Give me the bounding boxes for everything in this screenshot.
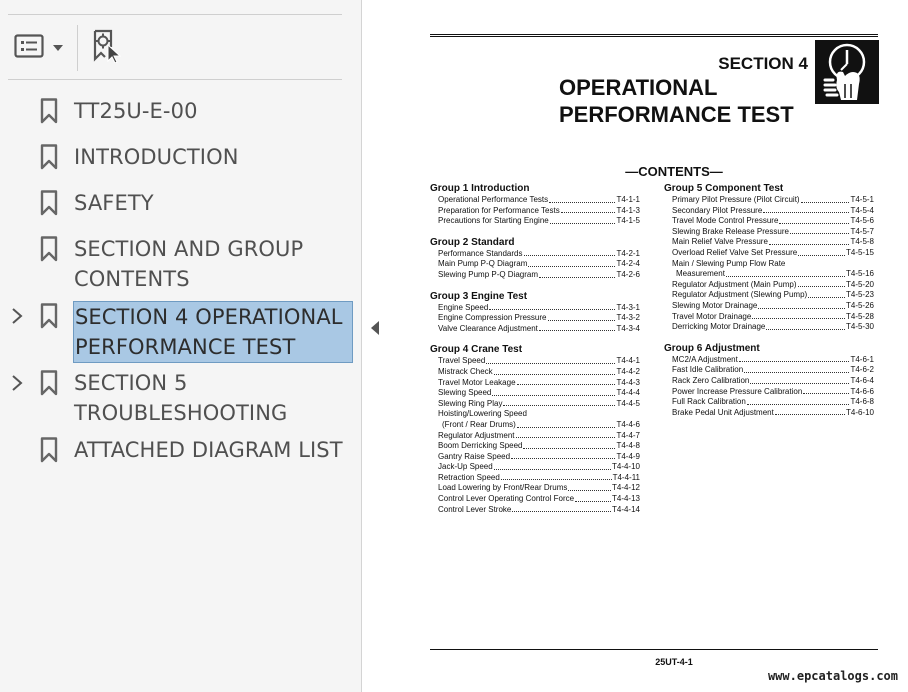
toc-entry-title: Engine Speed	[438, 302, 489, 312]
toc-entry-title: Secondary Pilot Pressure	[672, 205, 763, 215]
toc-page-ref: T4-2-6	[616, 269, 640, 279]
toc-leader	[739, 355, 850, 363]
toc-leader	[501, 473, 612, 481]
bookmark-label-line: ATTACHED DIAGRAM LIST	[74, 438, 343, 462]
section-number: SECTION 4	[718, 54, 808, 73]
toc-page-ref: T4-6-6	[850, 386, 874, 396]
toc-leader	[798, 280, 845, 288]
toc-entry	[664, 259, 874, 270]
toc-group	[430, 237, 640, 281]
toc-entry	[430, 356, 640, 367]
toc-leader	[494, 367, 616, 375]
toc-page-ref: T4-4-9	[616, 451, 640, 461]
toc-entry-title: Rack Zero Calibration	[672, 375, 750, 385]
toc-page-ref: T4-5-8	[850, 237, 874, 247]
toc-entry	[430, 270, 640, 281]
bookmark-label[interactable]	[74, 435, 343, 465]
toc-entry-title: Travel Motor Drainage	[672, 311, 752, 321]
toc-entry-title: Regulator Adjustment	[438, 430, 515, 440]
toc-page-ref: T4-5-6	[850, 216, 874, 226]
toc-page-ref: T4-3-1	[616, 302, 640, 312]
toc-group-title: Group 5 Component Test	[664, 183, 784, 194]
toc-entry	[664, 290, 874, 301]
toc-leader	[512, 505, 611, 513]
options-menu-button[interactable]	[14, 31, 66, 65]
bookmark-label-line: CONTENTS	[74, 267, 190, 291]
toc-page-ref: T4-4-1	[616, 356, 640, 366]
toc-entry	[664, 355, 874, 366]
toc-entry-title: Valve Clearance Adjustment	[438, 323, 538, 333]
header-rule	[430, 34, 878, 37]
toc-entry-title: Measurement	[676, 269, 725, 279]
toc-entry-title: Main / Slewing Pump Flow Rate	[672, 258, 786, 268]
toc-entry-title: Regulator Adjustment (Slewing Pump)	[672, 290, 808, 300]
toc-leader	[561, 206, 616, 214]
bookmark-label[interactable]	[74, 96, 198, 126]
toc-page-ref: T4-4-2	[616, 366, 640, 376]
toc-group	[430, 344, 640, 515]
toc-entry	[430, 441, 640, 452]
bookmark-label-line: SECTION 5	[74, 371, 188, 395]
toc-page-ref: T4-6-8	[850, 397, 874, 407]
toc-entry-title: Brake Pedal Unit Adjustment	[672, 407, 774, 417]
toc-entry-title: Slewing Pump P-Q Diagram	[438, 269, 539, 279]
bookmark-label[interactable]	[74, 234, 303, 294]
toc-page-ref: T4-1-3	[616, 205, 640, 215]
toc-leader	[528, 259, 615, 267]
gauge-hand-icon	[815, 40, 879, 104]
toc-page-ref: T4-4-3	[616, 377, 640, 387]
toc-leader	[786, 259, 873, 267]
toc-entry-title: Boom Derricking Speed	[438, 441, 523, 451]
toc-leader	[803, 387, 849, 395]
toc-entry-title: Overload Relief Valve Set Pressure	[672, 247, 798, 257]
toc-entry-title: Primary Pilot Pressure (Pilot Circuit)	[672, 195, 800, 204]
chevron-down-icon	[52, 39, 64, 57]
toc-entry-title: Control Lever Stroke	[438, 504, 512, 514]
bookmark-icon	[40, 98, 58, 124]
toc-page-ref: T4-4-11	[612, 472, 640, 482]
toc-leader	[548, 313, 616, 321]
toc-entry-title: Regulator Adjustment (Main Pump)	[672, 279, 797, 289]
toolbar-divider	[77, 25, 78, 71]
toc-leader	[486, 356, 615, 364]
toc-leader	[726, 269, 845, 277]
toc-entry-title: Derricking Motor Drainage	[672, 322, 766, 332]
toc-leader	[568, 483, 611, 491]
toc-entry	[430, 462, 640, 473]
bookmark-icon	[40, 303, 58, 329]
toc-entry-title: Gantry Raise Speed	[438, 451, 511, 461]
toc-leader	[801, 195, 850, 203]
toc-group-title: Group 3 Engine Test	[430, 290, 528, 302]
toc-leader	[747, 397, 850, 405]
toc-entry	[430, 399, 640, 410]
toc-page-ref: T4-3-2	[616, 313, 640, 323]
toc-leader	[489, 303, 615, 311]
toc-page-ref: T4-6-10	[845, 407, 874, 417]
toc-entry-title: Preparation for Performance Tests	[438, 205, 560, 215]
toc-entry	[430, 473, 640, 484]
toc-entry	[664, 322, 874, 333]
toc-leader	[763, 206, 849, 214]
toc-entry	[430, 367, 640, 378]
toc-entry	[664, 301, 874, 312]
bookmark-label-line: SECTION AND GROUP	[74, 237, 304, 261]
toc-entry-title: Mistrack Check	[438, 366, 493, 376]
toc-page-ref: T4-5-23	[845, 290, 874, 300]
toc-entry	[664, 237, 874, 248]
toc-entry-title: Travel Motor Leakage	[438, 377, 516, 387]
bookmark-label[interactable]	[73, 301, 353, 363]
toc-page-ref: T4-4-4	[616, 388, 640, 398]
footer-rule	[430, 649, 878, 650]
toc-group	[430, 291, 640, 335]
toc-leader	[769, 237, 850, 245]
toc-entry	[430, 420, 640, 431]
toc-entry-title: Travel Mode Control Pressure	[672, 216, 779, 226]
toc-entry-title: Slewing Motor Drainage	[672, 300, 758, 310]
toc-page-ref: T4-2-1	[616, 248, 640, 258]
toc-page-ref: T4-1-5	[616, 216, 640, 226]
toc-page-ref: T4-6-2	[850, 365, 874, 375]
toc-leader	[524, 249, 616, 257]
toc-group	[430, 183, 640, 227]
bookmark-icon	[40, 236, 58, 262]
toc-entry-title: MC2/A Adjustment	[672, 354, 738, 364]
toc-entry	[430, 494, 640, 505]
toc-entry	[664, 269, 874, 280]
toc-leader	[528, 409, 639, 417]
toc-entry	[430, 313, 640, 324]
toc-leader	[539, 270, 615, 278]
toc-entry-title: Engine Compression Pressure	[438, 313, 547, 323]
toc-leader	[766, 322, 845, 330]
document-page	[390, 0, 908, 692]
bookmark-icon	[40, 190, 58, 216]
toc-leader	[516, 431, 616, 439]
toc-entry	[430, 483, 640, 494]
toc-leader	[494, 462, 611, 470]
toc-entry-title: Performance Standards	[438, 248, 523, 258]
toc-page-ref: T4-6-4	[850, 375, 874, 385]
toc-entry	[430, 388, 640, 399]
toc-entry-title: Load Lowering by Front/Rear Drums	[438, 483, 568, 493]
toc-page-ref: T4-4-8	[616, 441, 640, 451]
section-title-line: OPERATIONAL	[559, 75, 718, 100]
toc-leader	[775, 408, 845, 416]
toc-leader	[549, 195, 615, 203]
page-number: 25UT-4-1	[655, 657, 693, 667]
toc-entry	[664, 195, 874, 206]
toc-entry	[430, 452, 640, 463]
toc-page-ref: T4-4-6	[616, 419, 640, 429]
toc-leader	[492, 388, 615, 396]
toc-leader	[779, 216, 849, 224]
toc-entry-title: Fast Idle Calibration	[672, 365, 744, 375]
toc-entry-title: Power Increase Pressure Calibration	[672, 386, 803, 396]
bookmark-icon	[40, 144, 58, 170]
toc-leader	[517, 378, 616, 386]
toc-leader	[752, 312, 845, 320]
toc-entry	[430, 206, 640, 217]
toc-leader	[511, 452, 615, 460]
toc-leader	[503, 399, 615, 407]
toc-page-ref: T4-4-13	[611, 494, 640, 504]
toc-leader	[750, 376, 849, 384]
toc-entry	[664, 248, 874, 259]
toc-leader	[539, 324, 616, 332]
toc-entry-title: Slewing Brake Release Pressure	[672, 226, 789, 236]
toc-entry	[664, 408, 874, 419]
toc-page-ref: T4-5-7	[850, 226, 874, 236]
chevron-left-icon	[368, 323, 382, 340]
bookmark-label[interactable]	[74, 142, 239, 172]
toc-group	[664, 343, 874, 419]
toc-entry-title: (Front / Rear Drums)	[442, 419, 516, 429]
toc-column-right	[664, 183, 874, 428]
toc-column-left	[430, 183, 640, 525]
toc-entry	[430, 431, 640, 442]
bookmark-label-line: TROUBLESHOOTING	[74, 401, 288, 425]
bookmark-label-line: PERFORMANCE TEST	[75, 335, 296, 359]
watermark: www.epcatalogs.com	[767, 669, 898, 683]
toc-entry	[430, 324, 640, 335]
toc-group-title: Group 1 Introduction	[430, 183, 530, 194]
toc-entry	[664, 397, 874, 408]
toc-group-title: Group 6 Adjustment	[664, 342, 760, 354]
toc-entry	[430, 195, 640, 206]
toc-page-ref: T4-2-4	[616, 259, 640, 269]
toc-entry-title: Slewing Speed	[438, 388, 492, 398]
bookmarks-panel	[0, 0, 362, 692]
toc-entry	[664, 365, 874, 376]
section-title-line: PERFORMANCE TEST	[559, 102, 794, 127]
toc-entry-title: Hoisting/Lowering Speed	[438, 409, 527, 419]
toc-page-ref: T4-1-1	[616, 195, 640, 204]
toc-page-ref: T4-4-5	[616, 398, 640, 408]
toc-page-ref: T4-4-7	[616, 430, 640, 440]
toc-entry	[664, 387, 874, 398]
toc-leader	[798, 248, 845, 256]
toc-entry	[664, 280, 874, 291]
toc-page-ref: T4-6-1	[850, 354, 874, 364]
toc-entry-title: Slewing Ring Play	[438, 398, 503, 408]
toc-page-ref: T4-4-12	[611, 483, 640, 493]
chevron-right-icon[interactable]	[10, 307, 24, 325]
collapse-panel-button[interactable]	[368, 320, 382, 336]
toc-page-ref: T4-4-14	[611, 504, 640, 514]
toc-page-ref: T4-5-30	[845, 322, 874, 332]
toc-page-ref: T4-5-20	[845, 279, 874, 289]
bookmark-label[interactable]	[74, 368, 287, 428]
bookmark-label[interactable]	[74, 188, 154, 218]
toc-leader	[790, 227, 849, 235]
toc-entry	[664, 312, 874, 323]
toc-leader	[523, 441, 615, 449]
bookmark-label-line: INTRODUCTION	[74, 145, 239, 169]
section-title	[559, 74, 794, 128]
toc-entry	[664, 216, 874, 227]
toc-page-ref: T4-5-28	[845, 311, 874, 321]
toc-page-ref: T4-3-4	[616, 323, 640, 333]
toc-entry-title: Jack-Up Speed	[438, 462, 493, 472]
toc-entry	[430, 378, 640, 389]
toc-entry	[664, 206, 874, 217]
toc-entry	[430, 409, 640, 420]
toc-group-title: Group 4 Crane Test	[430, 344, 523, 356]
bookmark-label-line: SAFETY	[74, 191, 154, 215]
toc-leader	[517, 420, 616, 428]
toc-page-ref: T4-5-16	[845, 269, 874, 279]
toc-entry-title: Control Lever Operating Control Force	[438, 494, 575, 504]
chevron-right-icon[interactable]	[10, 374, 24, 392]
toc-group	[664, 183, 874, 333]
toc-entry	[430, 259, 640, 270]
toc-entry-title: Precautions for Starting Engine	[438, 216, 549, 226]
toc-entry-title: Travel Speed	[438, 356, 486, 366]
toc-page-ref: T4-5-1	[850, 195, 874, 204]
find-bookmark-icon	[92, 29, 124, 68]
toc-page-ref: T4-5-26	[845, 300, 874, 310]
toc-leader	[744, 365, 849, 373]
toc-entry	[430, 505, 640, 516]
toc-leader	[808, 290, 845, 298]
bookmark-label-line: TT25U-E-00	[74, 99, 198, 123]
toc-group-title: Group 2 Standard	[430, 236, 515, 248]
toc-entry-title: Operational Performance Tests	[438, 195, 549, 204]
contents-heading: —CONTENTS—	[625, 164, 723, 179]
bookmarks-toolbar	[8, 14, 342, 80]
toc-leader	[550, 216, 616, 224]
list-options-icon	[14, 34, 46, 63]
toc-leader	[575, 494, 611, 502]
find-current-bookmark-button[interactable]	[92, 31, 128, 65]
toc-entry	[430, 249, 640, 260]
toc-page-ref: T4-4-10	[611, 462, 640, 472]
toc-entry	[664, 227, 874, 238]
toc-entry	[430, 303, 640, 314]
toc-page-ref: T4-5-4	[850, 205, 874, 215]
bookmark-icon	[40, 370, 58, 396]
toc-entry-title: Full Rack Calibration	[672, 397, 746, 407]
toc-entry-title: Main Relief Valve Pressure	[672, 237, 768, 247]
toc-page-ref: T4-5-15	[845, 247, 874, 257]
bookmark-label-line: SECTION 4 OPERATIONAL	[75, 305, 343, 329]
toc-entry-title: Retraction Speed	[438, 472, 500, 482]
toc-entry	[430, 216, 640, 227]
toc-entry	[664, 376, 874, 387]
toc-entry-title: Main Pump P-Q Diagram	[438, 259, 528, 269]
bookmark-icon	[40, 437, 58, 463]
toc-leader	[758, 301, 845, 309]
